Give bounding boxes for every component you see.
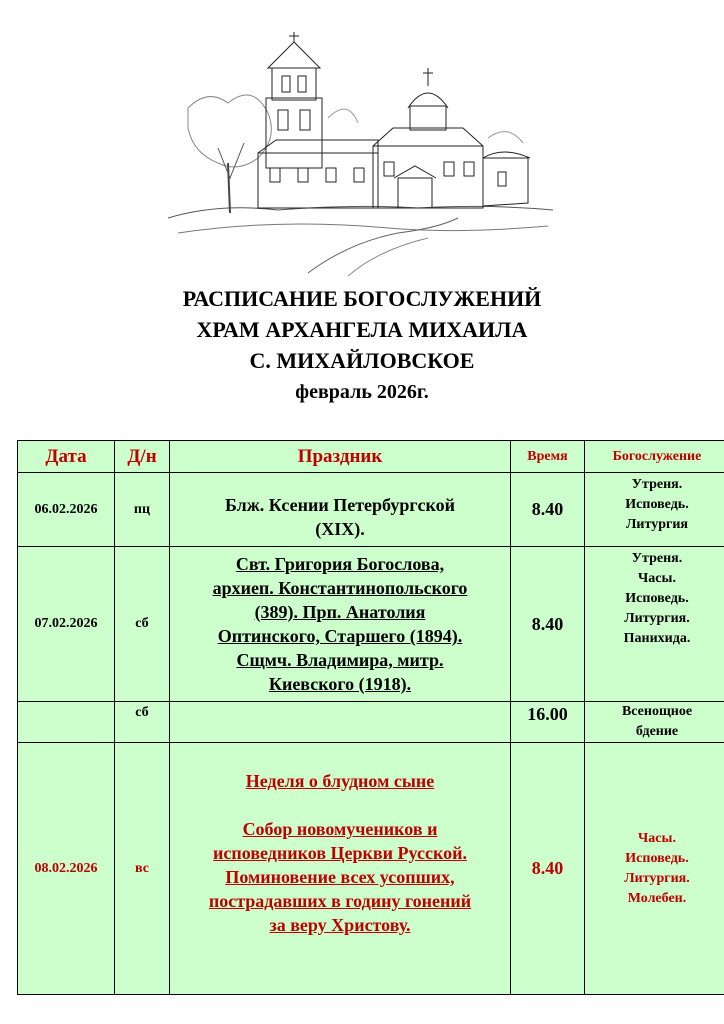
row-date: 07.02.2026 <box>18 547 115 702</box>
feast-line: пострадавших в годину гонений <box>208 891 472 911</box>
service-line: бдение <box>635 724 679 739</box>
row-time: 8.40 <box>511 473 585 547</box>
service-line: Исповедь. <box>625 497 689 512</box>
row-feast <box>170 473 511 547</box>
row-service <box>585 473 724 547</box>
feast-line: Свт. Григория Богослова, <box>235 554 445 574</box>
table-header-row <box>18 441 724 473</box>
feast-line: Блж. Ксении Петербургской <box>224 494 456 515</box>
feast-line: Оптинского, Старшего (1894). <box>217 626 463 646</box>
service-line: Исповедь. <box>625 850 689 866</box>
row-date: 06.02.2026 <box>18 473 115 547</box>
feast-line: исповедников Церкви Русской. <box>213 843 467 863</box>
row-time: 8.40 <box>511 547 585 702</box>
row-feast <box>170 547 511 702</box>
feast-line: архиеп. Константинопольского <box>212 578 468 598</box>
row-time: 8.40 <box>511 743 585 995</box>
feast-line: Собор новомучеников и <box>242 819 438 839</box>
service-line: Часы. <box>638 830 676 846</box>
feast-line: (389). Прп. Анатолия <box>254 602 426 622</box>
row-service <box>585 743 724 995</box>
service-line: Литургия <box>626 517 688 532</box>
col-header-dow: Д/н <box>115 441 170 473</box>
table-row <box>18 743 724 995</box>
service-line: Исповедь. <box>625 591 689 606</box>
row-date <box>18 702 115 743</box>
row-feast <box>170 743 511 995</box>
title-month: февраль 2026г. <box>295 381 429 403</box>
feast-line: Киевского (1918). <box>268 674 412 694</box>
title-line-3: С. МИХАЙЛОВСКОЕ <box>249 348 475 373</box>
feast-title: Неделя о блудном сыне <box>245 771 435 791</box>
service-line: Литургия. <box>624 611 690 626</box>
row-dow: пц <box>115 473 170 547</box>
title-line-2: ХРАМ АРХАНГЕЛА МИХАИЛА <box>196 317 528 342</box>
row-dow: сб <box>115 547 170 702</box>
col-header-feast: Праздник <box>170 441 511 473</box>
table-row <box>18 473 724 547</box>
col-header-date: Дата <box>18 441 115 473</box>
service-line: Часы. <box>638 571 676 586</box>
service-line: Литургия. <box>624 870 690 886</box>
feast-spacer <box>172 793 508 817</box>
row-time: 16.00 <box>511 702 585 743</box>
col-header-service: Богослужение <box>585 441 724 473</box>
church-illustration <box>158 28 558 278</box>
service-line: Утреня. <box>631 551 683 566</box>
row-dow: вс <box>115 743 170 995</box>
feast-line: Сщмч. Владимира, митр. <box>236 650 444 670</box>
row-date: 08.02.2026 <box>18 743 115 995</box>
row-service <box>585 702 724 743</box>
row-feast <box>170 702 511 743</box>
service-line: Панихида. <box>623 631 691 646</box>
feast-line: Поминовение всех усопших, <box>225 867 455 887</box>
title-line-1: РАСПИСАНИЕ БОГОСЛУЖЕНИЙ <box>182 286 542 311</box>
schedule-table <box>17 440 724 995</box>
service-line: Всенощное <box>621 704 693 719</box>
service-line: Молебен. <box>627 890 687 906</box>
col-header-time: Время <box>511 441 585 473</box>
feast-line: (XIX). <box>315 518 365 539</box>
service-line: Утреня. <box>631 477 683 492</box>
feast-line: за веру Христову. <box>269 915 411 935</box>
table-row <box>18 547 724 702</box>
table-row <box>18 702 724 743</box>
row-dow: сб <box>115 702 170 743</box>
row-service <box>585 547 724 702</box>
